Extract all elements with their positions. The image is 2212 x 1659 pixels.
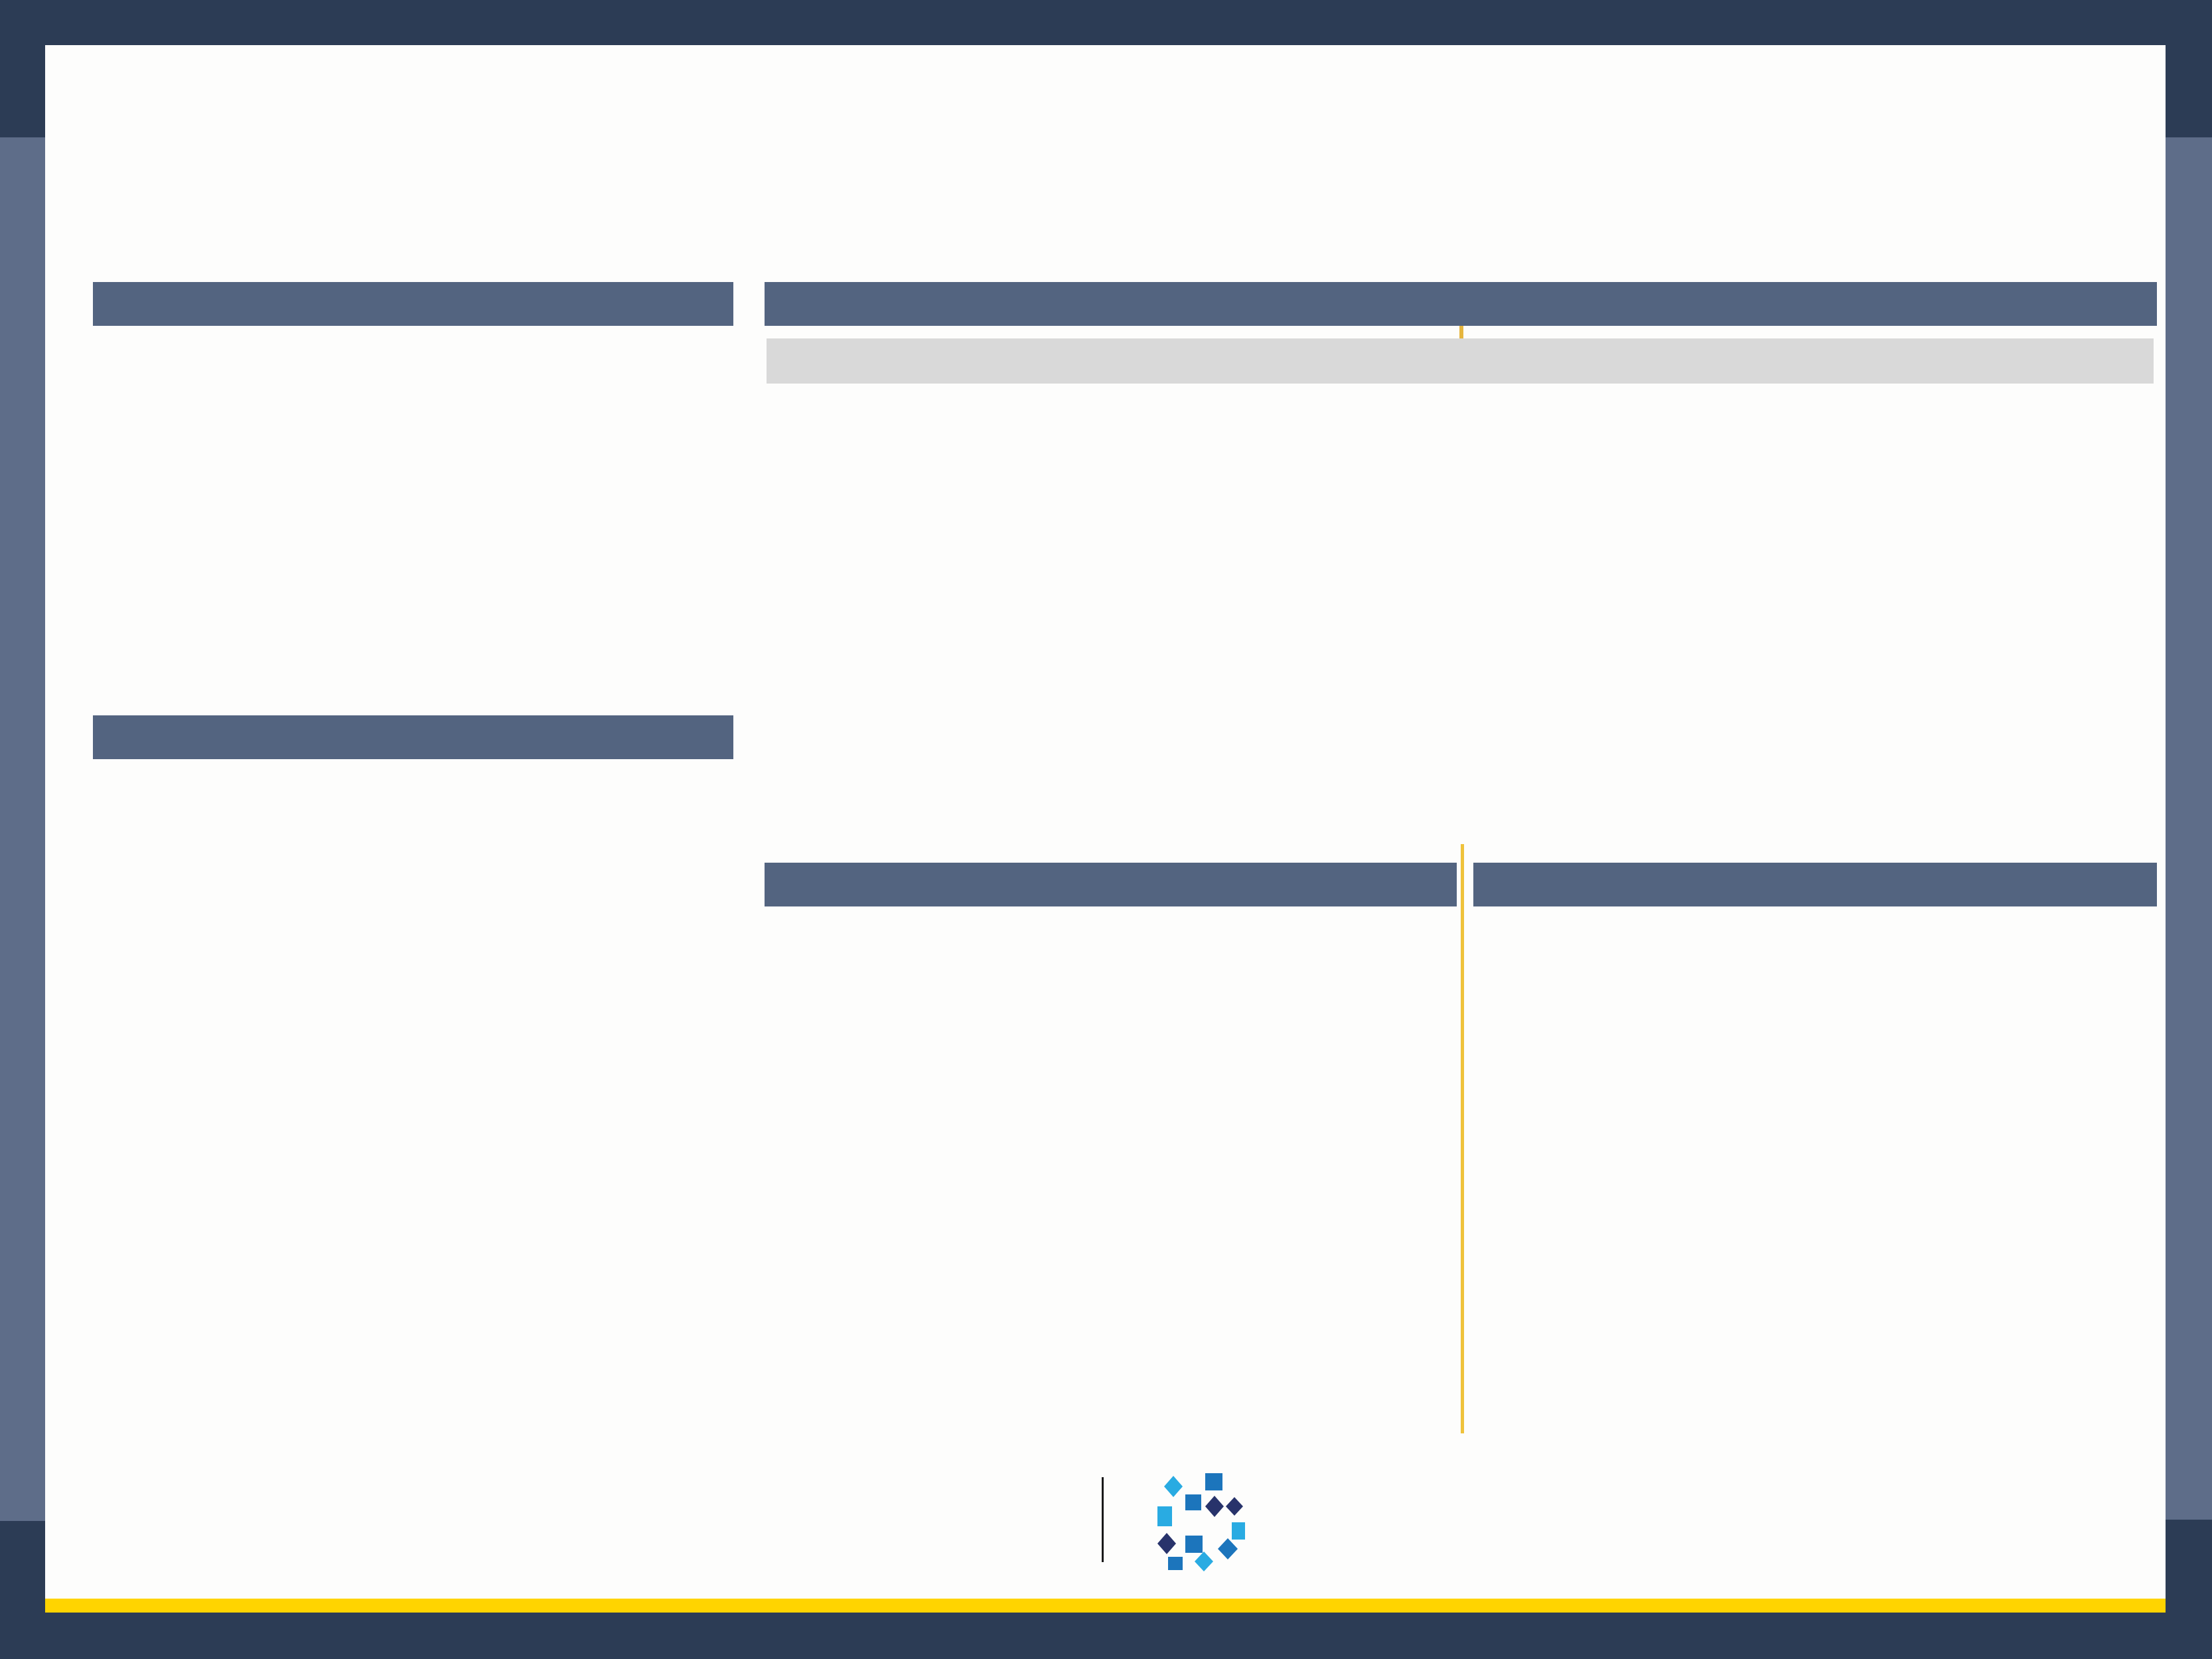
frame-right-light — [2166, 137, 2212, 1520]
section-header-case-presentation — [93, 715, 733, 759]
hackensack-meridian-logo-icon — [1153, 1468, 1254, 1571]
timeline-track — [767, 338, 2154, 384]
section-header-discussion — [1473, 863, 2157, 906]
section-header-results — [765, 863, 1457, 906]
frame-top-band — [0, 0, 2212, 45]
logo-divider-line — [1102, 1477, 1104, 1562]
footer-gold-strip — [45, 1599, 2166, 1613]
frame-right-dark-top — [2166, 45, 2212, 137]
section-header-management-strategy — [765, 282, 2157, 326]
section-header-introduction — [93, 282, 733, 326]
frame-bottom-band — [0, 1613, 2212, 1659]
frame-left-dark-top — [0, 45, 45, 137]
frame-left-light — [0, 137, 45, 1521]
gold-divider-line — [1461, 844, 1464, 1433]
